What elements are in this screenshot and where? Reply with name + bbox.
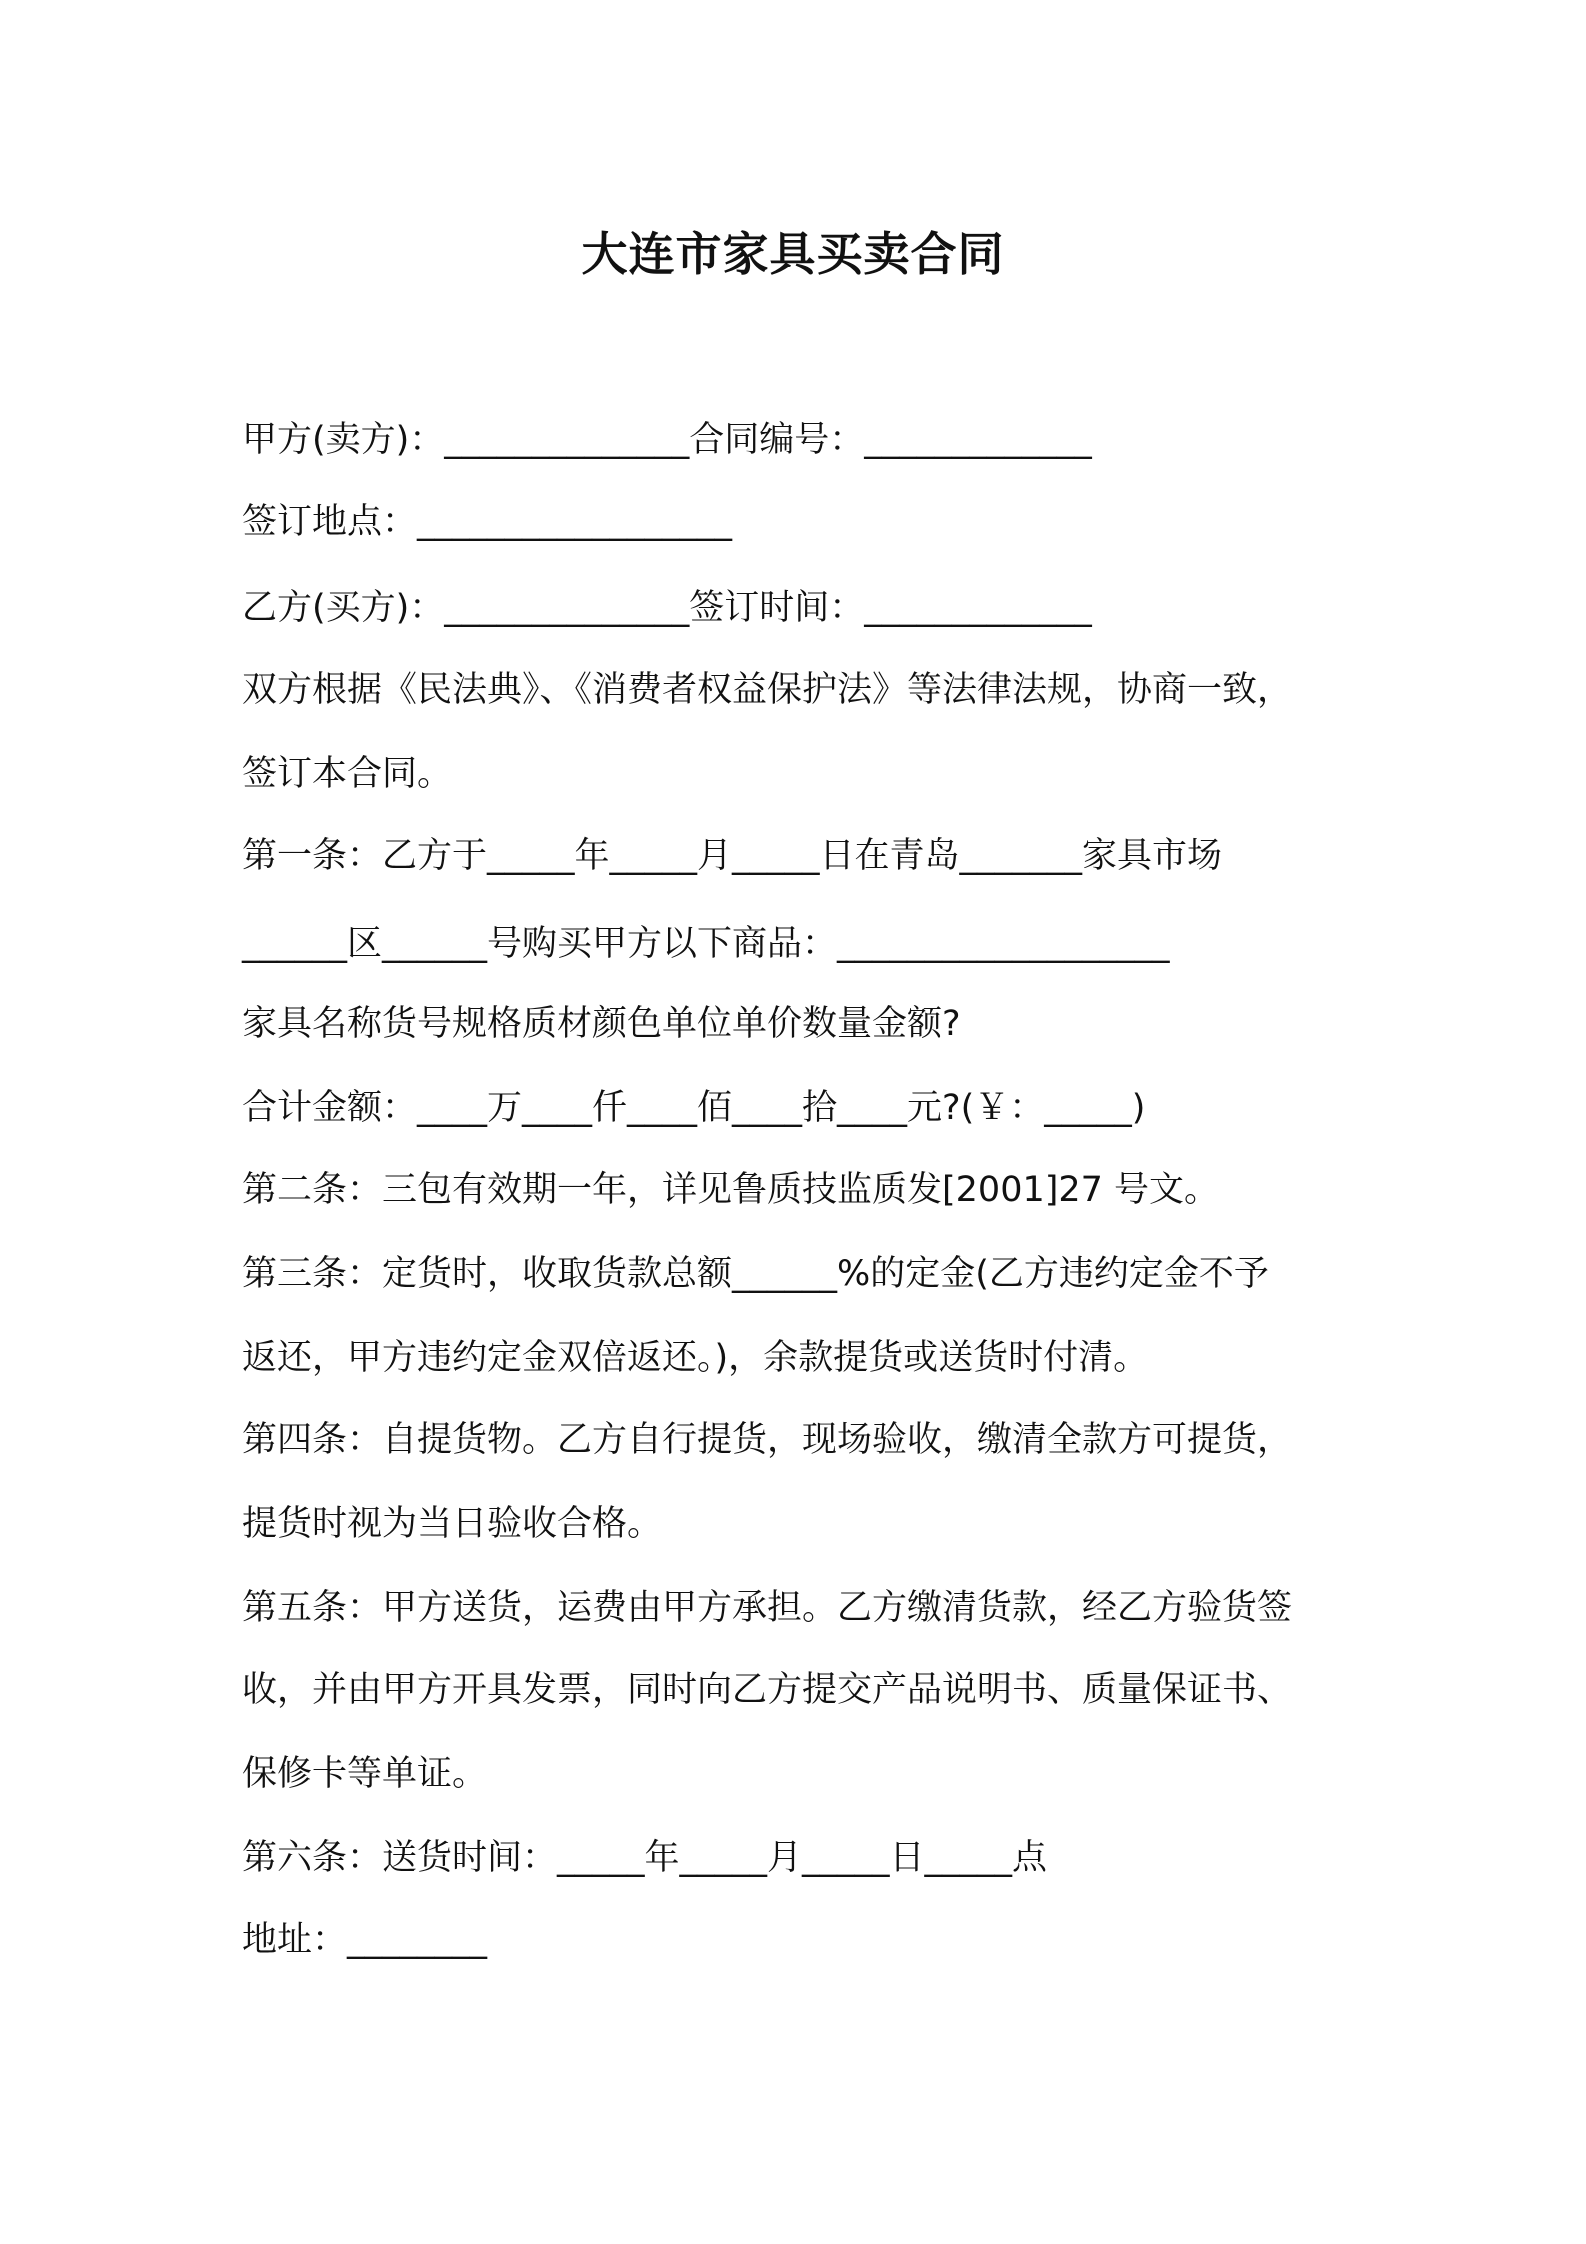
article-5-line-1: 第五条：甲方送货，运费由甲方承担。乙方缴清货款，经乙方验货签 [242,1588,1293,1628]
article-4-line-2: 提货时视为当日验收合格。 [242,1504,663,1544]
article-3-line-1: 第三条：定货时，收取货款总额______%的定金(乙方违约定金不予 [242,1254,1269,1294]
preamble-line-2: 签订本合同。 [242,754,453,794]
total-amount-line: 合计金额：____万____仟____佰____拾____元?(￥：_____) [242,1088,1146,1128]
document-title: 大连市家具买卖合同 [581,227,1005,281]
article-3-line-2: 返还，甲方违约定金双倍返还。)，余款提货或送货时付清。 [242,1338,1149,1378]
goods-columns-line: 家具名称货号规格质材颜色单位单价数量金额? [242,1004,961,1044]
article-5-line-3: 保修卡等单证。 [242,1754,488,1794]
article-6-line: 第六条：送货时间：_____年_____月_____日_____点 [242,1838,1048,1878]
article-2-line: 第二条：三包有效期一年，详见鲁质技监质发[2001]27 号文。 [242,1170,1220,1210]
article-1-line-2: ______区______号购买甲方以下商品：___________________ [242,924,1170,964]
party-b-line: 乙方(买方)：______________签订时间：_____________ [242,588,1092,628]
signing-place-line: 签订地点：__________________ [242,502,733,542]
address-line: 地址：________ [242,1920,488,1960]
party-a-line: 甲方(卖方)：______________合同编号：_____________ [242,420,1092,460]
article-1-line-1: 第一条：乙方于_____年_____月_____日在青岛_______家具市场 [242,836,1223,876]
article-4-line-1: 第四条：自提货物。乙方自行提货，现场验收，缴清全款方可提货， [242,1420,1293,1460]
article-5-line-2: 收，并由甲方开具发票，同时向乙方提交产品说明书、质量保证书、 [242,1670,1293,1710]
preamble-line-1: 双方根据《民法典》、《消费者权益保护法》等法律法规，协商一致， [242,670,1293,710]
